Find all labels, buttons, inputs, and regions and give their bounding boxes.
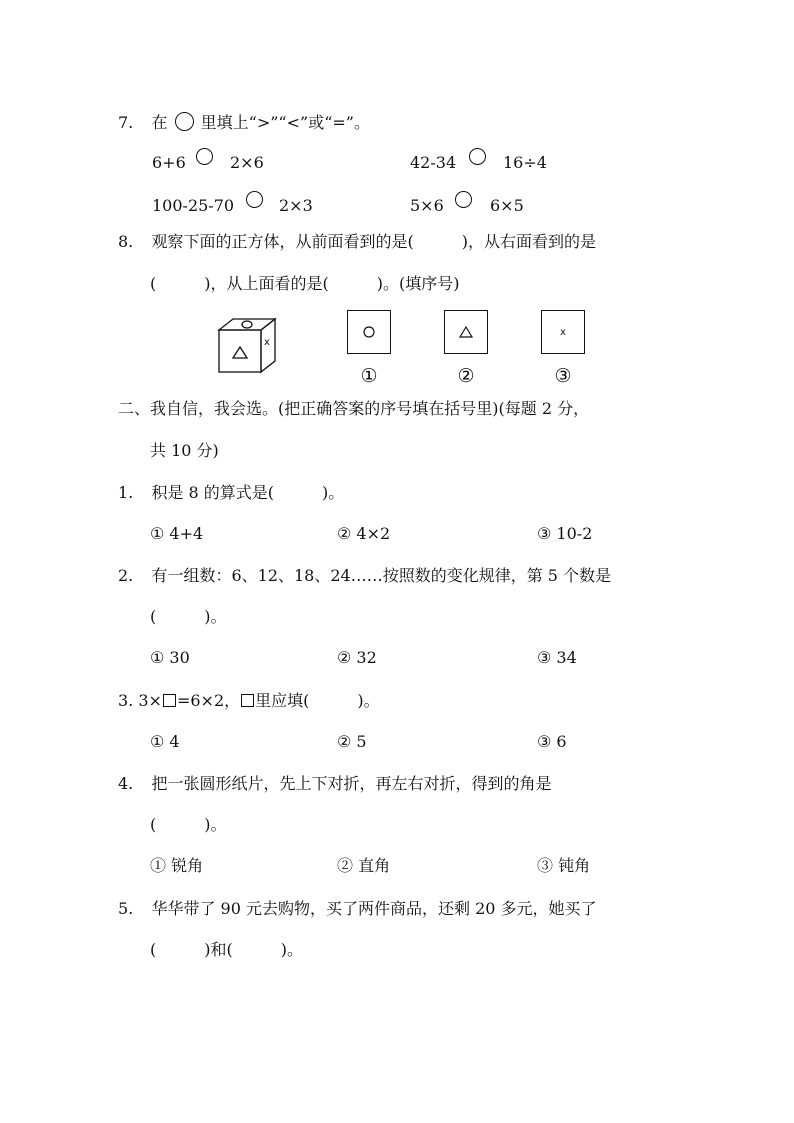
mc1-question bbox=[118, 483, 344, 503]
q7-text-post: 里填上“>”“<”或“=”。 bbox=[200, 113, 370, 132]
section2-heading-line2: 共 10 分) bbox=[150, 441, 219, 460]
mc4-option-2[interactable]: ② 直角 bbox=[337, 856, 391, 875]
q7-item-right: 16÷4 bbox=[503, 153, 547, 172]
q7-item-left: 6+6 bbox=[152, 153, 186, 172]
mc2-question-line1 bbox=[118, 566, 611, 586]
mc4-option-3[interactable]: ③ 钝角 bbox=[537, 856, 591, 875]
q7-text-pre: 在 bbox=[151, 113, 168, 132]
mc2-text: 有一组数：6、12、18、24……按照数的变化规律，第 5 个数是 bbox=[151, 566, 612, 585]
q7-number: 7. bbox=[118, 113, 134, 132]
view-option-1 bbox=[347, 310, 391, 354]
mc3-text-c: 里应填( )。 bbox=[255, 691, 380, 710]
mc4-number: 4. bbox=[118, 774, 134, 793]
mc3-number: 3. bbox=[118, 691, 134, 710]
q7-item-right: 2×6 bbox=[230, 153, 264, 172]
mc3-question bbox=[118, 691, 380, 711]
triangle-icon bbox=[458, 325, 474, 339]
cube-front-face bbox=[219, 330, 261, 372]
q7-prompt bbox=[118, 112, 370, 133]
mc4-question-line1 bbox=[118, 774, 551, 794]
mc3-option-1[interactable]: ① 4 bbox=[150, 732, 180, 751]
circle-icon bbox=[362, 325, 376, 339]
view-label-2: ② bbox=[457, 365, 475, 387]
circle-blank-1[interactable] bbox=[196, 148, 213, 165]
mc1-option-3[interactable]: ③ 10-2 bbox=[537, 524, 593, 543]
circle-blank-4[interactable] bbox=[455, 191, 472, 208]
square-blank-icon bbox=[163, 694, 176, 707]
mc4-text: 把一张圆形纸片，先上下对折，再左右对折，得到的角是 bbox=[151, 774, 552, 793]
circle-blank-2[interactable] bbox=[469, 148, 486, 165]
q8-line2: ( )，从上面看的是( )。(填序号) bbox=[150, 274, 460, 293]
q8-number: 8. bbox=[118, 232, 134, 251]
circle-blank-3[interactable] bbox=[246, 191, 263, 208]
mc5-question-line1 bbox=[118, 899, 597, 919]
section2-heading-line1: 二、我自信，我会选。(把正确答案的序号填在括号里)(每题 2 分， bbox=[118, 399, 590, 418]
square-blank-icon bbox=[241, 694, 254, 707]
mc3-text-a: 3× bbox=[138, 691, 162, 710]
q7-item-left: 42-34 bbox=[410, 153, 457, 172]
view-label-1: ① bbox=[360, 365, 378, 387]
mc2-question-line2: ( )。 bbox=[150, 607, 227, 626]
mc2-option-2[interactable]: ② 32 bbox=[337, 648, 377, 667]
mc1-number: 1. bbox=[118, 483, 134, 502]
mc2-option-1[interactable]: ① 30 bbox=[150, 648, 190, 667]
mc5-question-line2: ( )和( )。 bbox=[150, 940, 303, 959]
q7-item-left: 5×6 bbox=[410, 196, 444, 215]
mc1-option-1[interactable]: ① 4+4 bbox=[150, 524, 204, 543]
view-option-3-mark: x bbox=[560, 326, 566, 338]
mc5-number: 5. bbox=[118, 899, 134, 918]
q8-text: 观察下面的正方体，从前面看到的是( )，从右面看到的是 bbox=[151, 232, 596, 251]
mc5-text: 华华带了 90 元去购物，买了两件商品，还剩 20 多元，她买了 bbox=[151, 899, 597, 918]
mc1-option-2[interactable]: ② 4×2 bbox=[337, 524, 391, 543]
circle-icon bbox=[175, 112, 194, 131]
q8-line1 bbox=[118, 232, 596, 252]
triangle-icon bbox=[233, 347, 247, 358]
mc3-option-3[interactable]: ③ 6 bbox=[537, 732, 567, 751]
q7-item-right: 2×3 bbox=[279, 196, 313, 215]
mc3-option-2[interactable]: ② 5 bbox=[337, 732, 367, 751]
mc4-option-1[interactable]: ① 锐角 bbox=[150, 856, 204, 875]
view-option-3 bbox=[541, 310, 585, 354]
view-label-3: ③ bbox=[554, 365, 572, 387]
cube-right-mark: x bbox=[264, 337, 270, 348]
view-option-2 bbox=[444, 310, 488, 354]
mc4-question-line2: ( )。 bbox=[150, 815, 227, 834]
mc2-number: 2. bbox=[118, 566, 134, 585]
mc2-option-3[interactable]: ③ 34 bbox=[537, 648, 577, 667]
circle-icon bbox=[242, 321, 252, 328]
mc1-text: 积是 8 的算式是( )。 bbox=[151, 483, 345, 502]
mc3-text-b: =6×2， bbox=[176, 691, 241, 710]
q7-item-left: 100-25-70 bbox=[152, 196, 235, 215]
q7-item-right: 6×5 bbox=[490, 196, 524, 215]
